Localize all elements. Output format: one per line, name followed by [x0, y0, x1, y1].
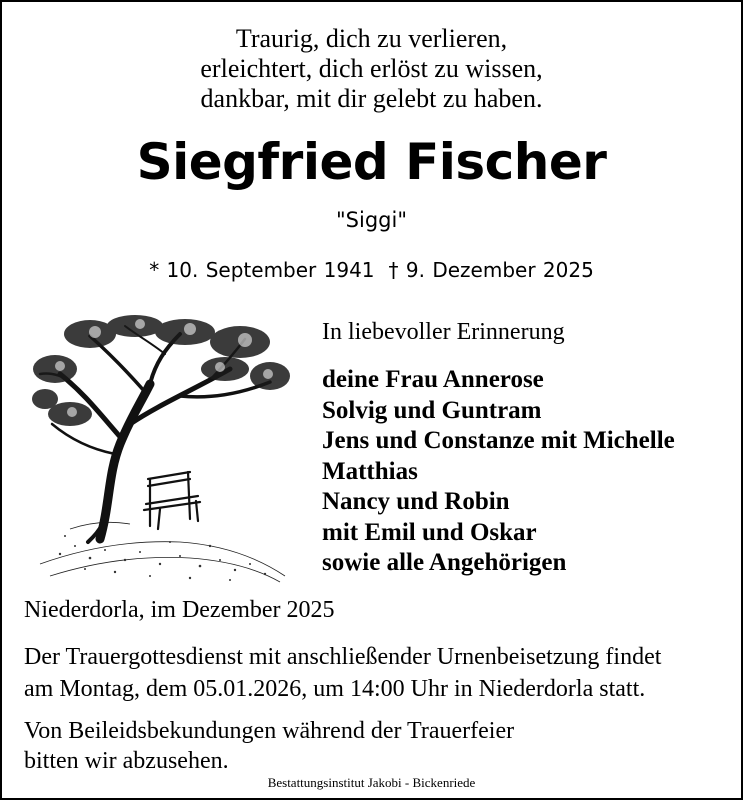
deceased-nickname: "Siggi" — [336, 208, 407, 232]
poem-line: dankbar, mit dir gelebt zu haben. — [200, 84, 543, 113]
mourner-item: Nancy und Robin — [322, 488, 510, 515]
condolence-line: bitten wir abzusehen. — [24, 748, 229, 774]
funeral-home-footer: Bestattungsinstitut Jakobi - Bickenriede — [267, 775, 476, 790]
memory-line: In liebevoller Erinnerung — [322, 319, 565, 345]
deceased-name: Siegfried Fischer — [136, 133, 607, 191]
mourner-item: Solvig und Guntram — [322, 396, 542, 424]
mourner-item: deine Frau Annerose — [322, 366, 544, 393]
poem-line: Traurig, dich zu verlieren, — [235, 24, 508, 53]
condolence-line: Von Beileidsbekundungen während der Trauerfeier — [24, 718, 515, 744]
service-line: am Montag, dem 05.01.2026, um 14:00 Uhr in Niederdorla statt. — [24, 676, 646, 702]
mourner-item: Jens und Constanze mit Michelle — [322, 427, 675, 454]
poem-line: erleichtert, dich erlöst zu wissen, — [200, 54, 543, 83]
service-line: Der Trauergottesdienst mit anschließender Urnenbeisetzung findet — [24, 644, 662, 670]
mourner-item: sowie alle Angehörigen — [322, 549, 567, 576]
mourner-item: mit Emil und Oskar — [322, 518, 537, 546]
poem — [2, 24, 741, 114]
death-date: † 9. Dezember 2025 — [388, 258, 594, 282]
place-date: Niederdorla, im Dezember 2025 — [24, 597, 335, 623]
condolence-note — [24, 716, 724, 776]
birth-date: * 10. September 1941 — [149, 258, 375, 282]
mourners-list — [322, 365, 675, 579]
mourner-item: Matthias — [322, 457, 418, 485]
tree-with-bench-illustration — [30, 314, 292, 584]
life-dates — [2, 255, 741, 285]
service-info — [24, 641, 724, 705]
